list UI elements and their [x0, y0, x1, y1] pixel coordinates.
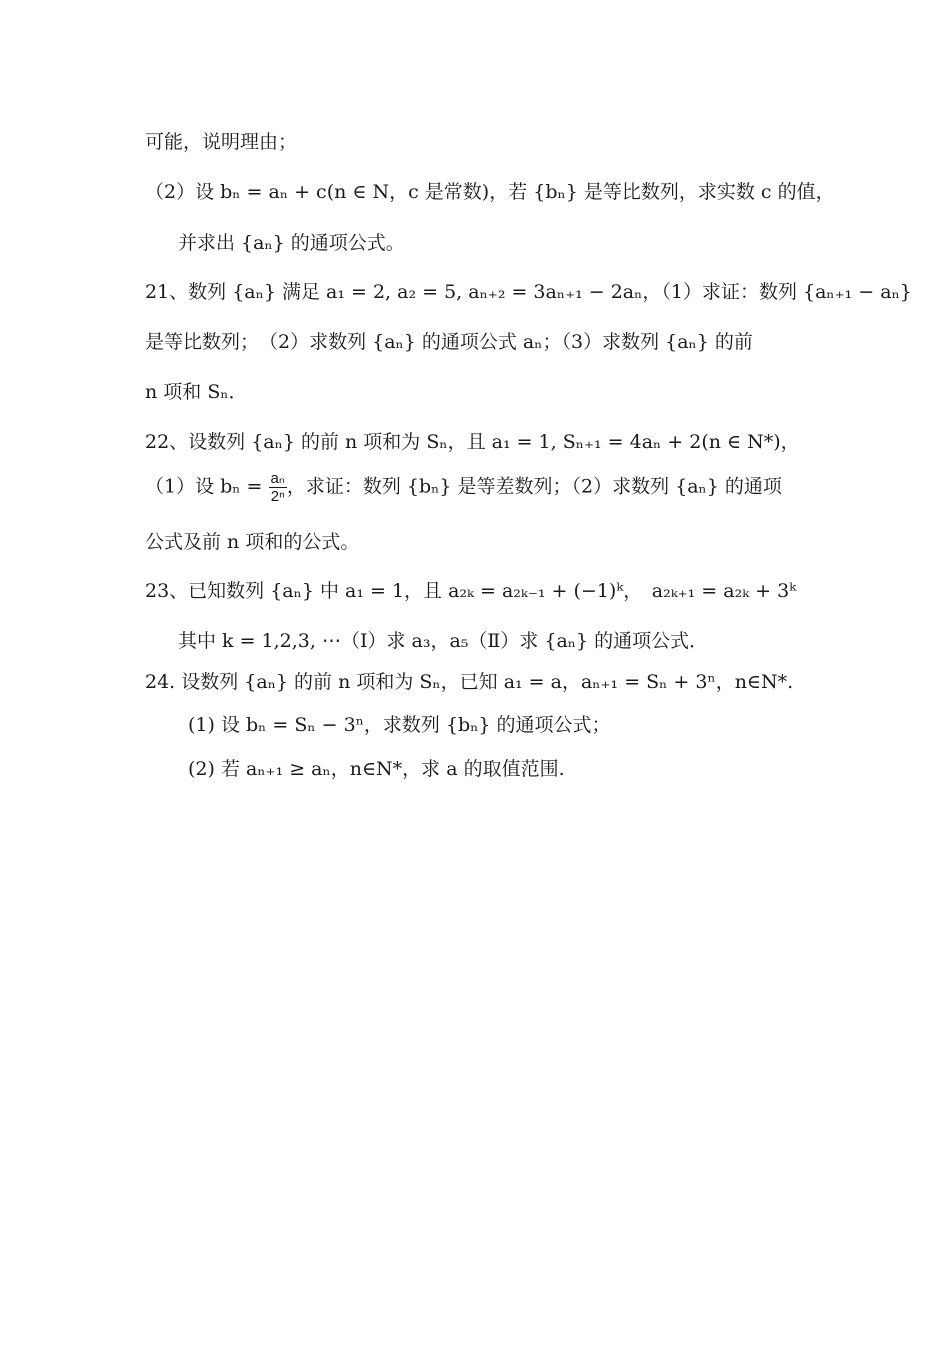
question-24-line-1: 24. 设数列 {aₙ} 的前 n 项和为 Sₙ，已知 a₁ = a，aₙ₊₁ = Sₙ + 3ⁿ，n∈N*. [145, 671, 794, 693]
question-22-line-1: 22、设数列 {aₙ} 的前 n 项和为 Sₙ，且 a₁ = 1, Sₙ₊₁ = 4aₙ + 2(n ∈ N*)， [145, 431, 800, 453]
fraction [269, 470, 287, 505]
text-line-3: 并求出 {aₙ} 的通项公式。 [178, 232, 405, 254]
fraction-numerator: aₙ [270, 470, 285, 487]
question-24-line-2: (1) 设 bₙ = Sₙ − 3ⁿ，求数列 {bₙ} 的通项公式； [188, 714, 611, 736]
question-21-line-2: 是等比数列； （2）求数列 {aₙ} 的通项公式 aₙ；（3）求数列 {aₙ} 的前 [145, 331, 753, 353]
question-22-line-3: 公式及前 n 项和的公式。 [145, 531, 360, 553]
fraction-denominator: 2ⁿ [270, 488, 285, 505]
q22-part1-after: ，求证：数列 {bₙ} 是等差数列；（2）求数列 {aₙ} 的通项 [286, 475, 782, 498]
question-21-line-1: 21、数列 {aₙ} 满足 a₁ = 2, a₂ = 5, aₙ₊₂ = 3aₙ₊₁ − 2aₙ，（1）求证：数列 {aₙ₊₁ − aₙ} [145, 281, 912, 303]
question-21-line-3: n 项和 Sₙ． [145, 381, 248, 403]
text-line-1: 可能，说明理由； [145, 131, 298, 153]
question-24-line-3: (2) 若 aₙ₊₁ ≥ aₙ，n∈N*，求 a 的取值范围. [188, 758, 565, 780]
question-23-line-1: 23、已知数列 {aₙ} 中 a₁ = 1，且 a₂ₖ = a₂ₖ₋₁ + (−1)ᵏ， a₂ₖ₊₁ = a₂ₖ + 3ᵏ [145, 580, 797, 602]
question-22-line-2 [145, 470, 782, 505]
text-line-2: （2）设 bₙ = aₙ + c(n ∈ N，c 是常数)，若 {bₙ} 是等比数列，求实数 c 的值， [145, 181, 835, 203]
question-23-line-2: 其中 k = 1,2,3, ⋯（Ⅰ）求 a₃，a₅（Ⅱ）求 {aₙ} 的通项公式． [178, 630, 709, 652]
q22-part1-before: （1）设 bₙ = [145, 475, 269, 498]
